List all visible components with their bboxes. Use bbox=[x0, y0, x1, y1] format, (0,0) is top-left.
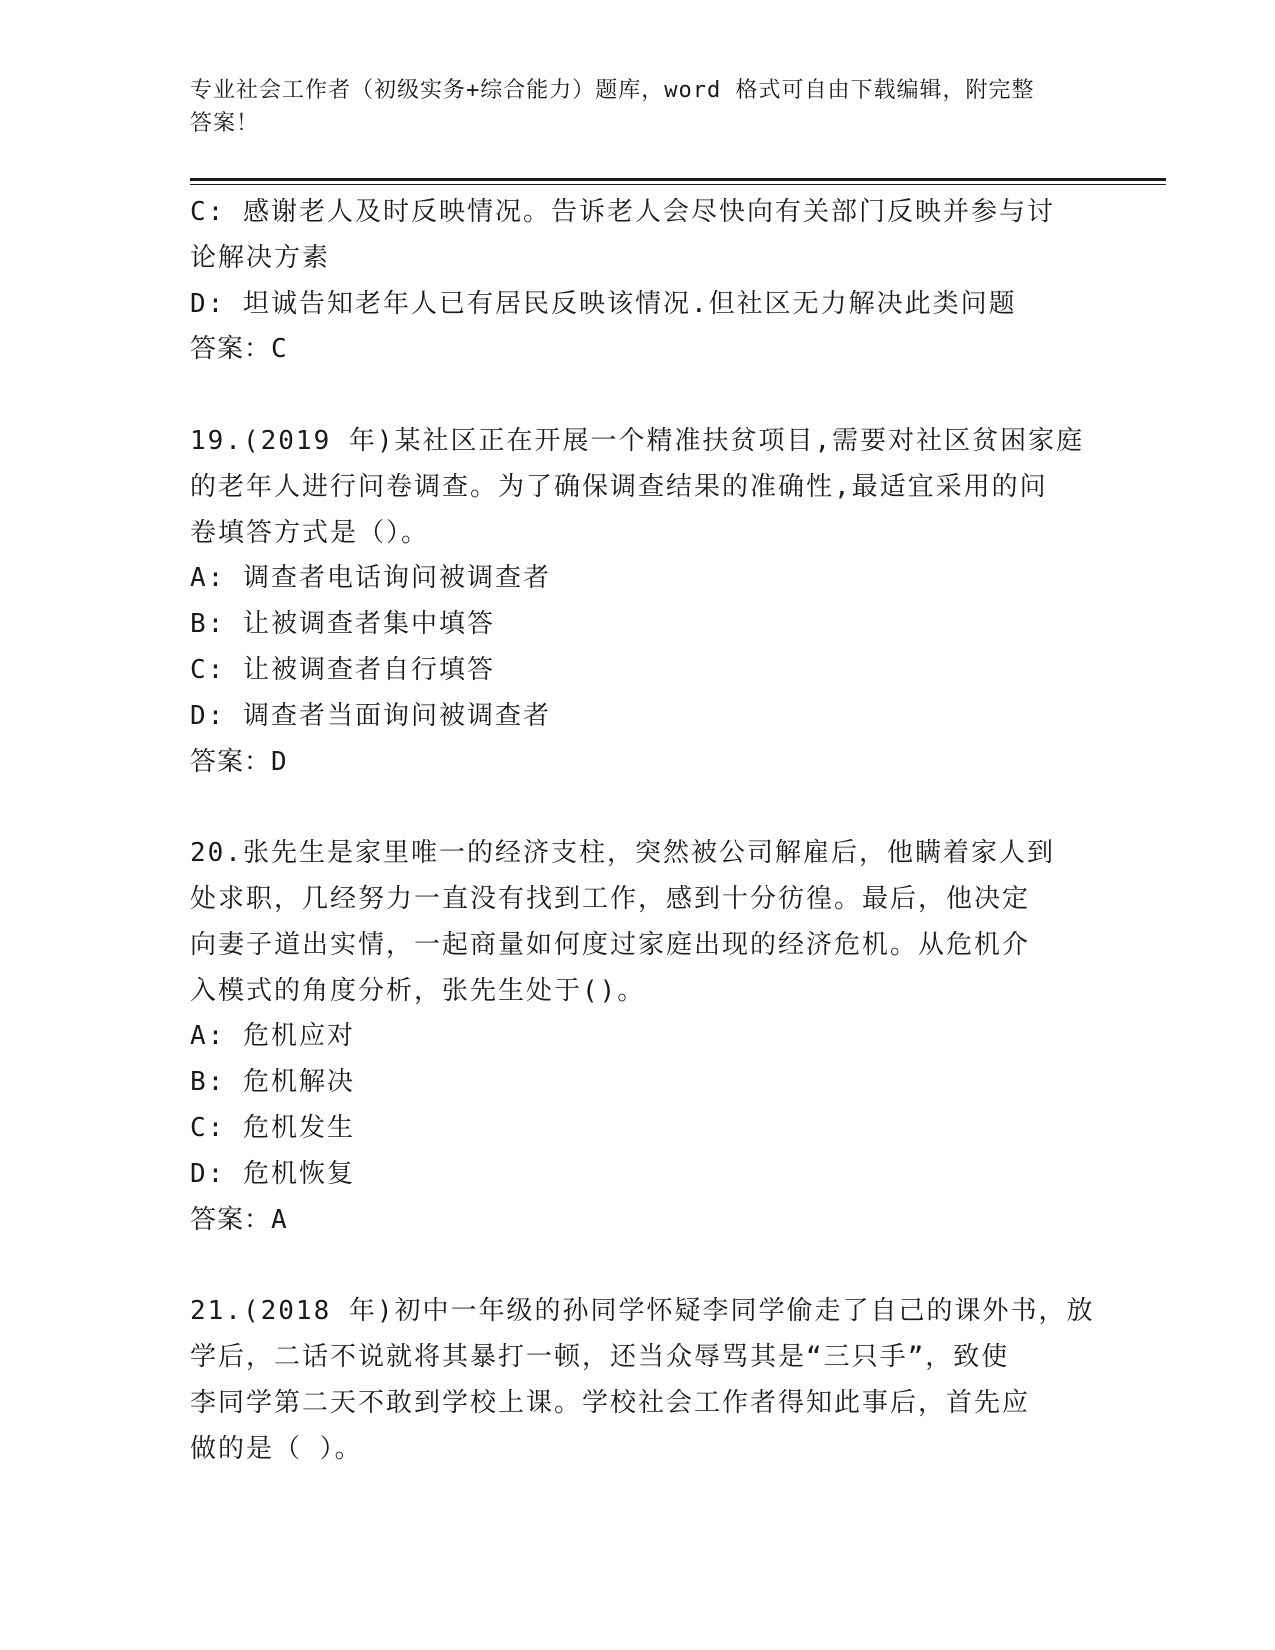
option-d: D: 危机恢复 bbox=[190, 1158, 355, 1189]
answer: 答案：D bbox=[190, 746, 288, 777]
question-stem-line3: 李同学第二天不敢到学校上课。学校社会工作者得知此事后，首先应 bbox=[190, 1387, 1031, 1418]
spacer bbox=[190, 1243, 1090, 1289]
question-stem-line2: 处求职，几经努力一直没有找到工作，感到十分彷徨。最后，他决定 bbox=[190, 883, 1031, 914]
question-stem-line4: 做的是（ ）。 bbox=[190, 1433, 363, 1464]
header-title-line1: 专业社会工作者（初级实务+综合能力）题库，word 格式可自由下载编辑，附完整 bbox=[190, 78, 1035, 103]
question-21 bbox=[190, 1289, 1095, 1472]
option-c: C: 让被调查者自行填答 bbox=[190, 654, 495, 685]
question-stem-line3: 向妻子道出实情，一起商量如何度过家庭出现的经济危机。从危机介 bbox=[190, 929, 1031, 960]
question-19 bbox=[190, 419, 1090, 785]
option-d: D: 坦诚告知老年人已有居民反映该情况.但社区无力解决此类问题 bbox=[190, 288, 1017, 319]
question-20 bbox=[190, 831, 1090, 1243]
spacer bbox=[190, 373, 1090, 419]
header-divider-thick bbox=[190, 178, 1166, 181]
question-stem-line2: 学后，二话不说就将其暴打一顿，还当众辱骂其是“三只手”，致使 bbox=[190, 1341, 1010, 1372]
option-d: D: 调查者当面询问被调查者 bbox=[190, 700, 551, 731]
document-body bbox=[190, 190, 1095, 1472]
option-c: C: 危机发生 bbox=[190, 1112, 355, 1143]
question-stem-line4: 入模式的角度分析，张先生处于()。 bbox=[190, 975, 646, 1006]
spacer bbox=[190, 785, 1090, 831]
question-18-tail bbox=[190, 190, 1090, 373]
question-stem-line2: 的老年人进行问卷调查。为了确保调查结果的准确性,最适宜采用的问 bbox=[190, 471, 1048, 502]
option-b: B: 让被调查者集中填答 bbox=[190, 609, 495, 640]
question-stem-line1: 20.张先生是家里唯一的经济支柱，突然被公司解雇后，他瞒着家人到 bbox=[190, 838, 1055, 869]
question-stem-line3: 卷填答方式是（）。 bbox=[190, 517, 430, 548]
option-c-line2: 论解决方素 bbox=[190, 242, 331, 273]
answer: 答案：C bbox=[190, 334, 288, 365]
option-a: A: 调查者电话询问被调查者 bbox=[190, 563, 551, 594]
question-stem-line1: 19.(2019 年)某社区正在开展一个精准扶贫项目,需要对社区贫困家庭 bbox=[190, 425, 1085, 456]
document-header bbox=[190, 74, 1090, 140]
option-a: A: 危机应对 bbox=[190, 1021, 355, 1052]
header-title-line2: 答案！ bbox=[190, 111, 260, 136]
option-b: B: 危机解决 bbox=[190, 1067, 355, 1098]
answer: 答案：A bbox=[190, 1204, 288, 1235]
option-c-line1: C: 感谢老人及时反映情况。告诉老人会尽快向有关部门反映并参与讨 bbox=[190, 197, 1055, 227]
question-stem-line1: 21.(2018 年)初中一年级的孙同学怀疑李同学偷走了自己的课外书，放 bbox=[190, 1296, 1095, 1327]
header-divider-thin bbox=[190, 184, 1166, 185]
